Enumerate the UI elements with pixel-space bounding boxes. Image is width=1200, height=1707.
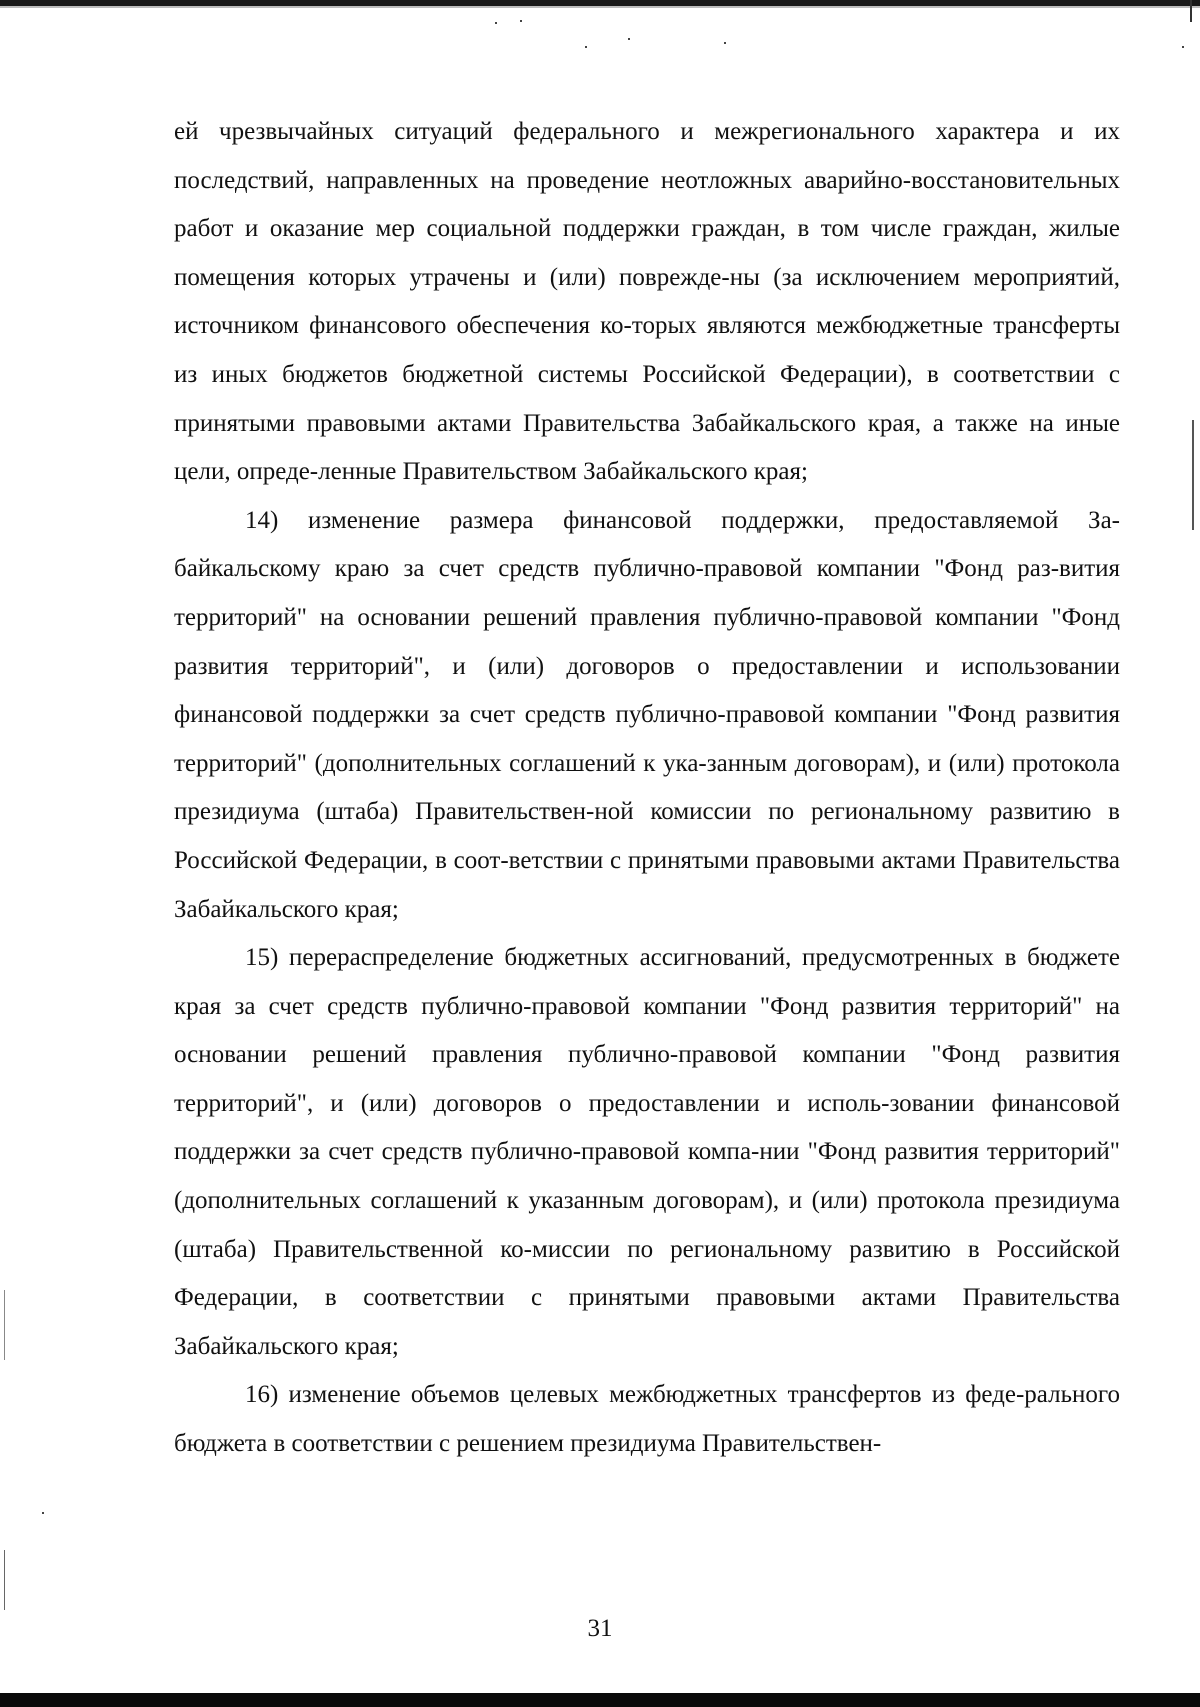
scan-speck	[1182, 46, 1184, 48]
paragraph-item-14: 14) изменение размера финансовой поддержки, предоставляемой За-байкальскому краю за счет средств публично-правовой компании "Фонд раз-вития территорий" на основании решений правления публично-правовой компании "Фонд развития территорий", и (или) договоров о предоставлении и использовании финансовой поддержки за счет средств публично-правовой компании "Фонд развития территорий" (дополнительных соглашений к ука-занным договорам), и (или) протокола президиума (штаба) Правительствен-ной комиссии по региональному развитию в Российской Федерации, в соот-ветствии с принятыми правовыми актами Правительства Забайкальского края;	[174, 506, 1120, 923]
scan-artifact-right	[1192, 420, 1194, 530]
scan-artifact-left-upper	[4, 1290, 5, 1360]
document-body	[174, 108, 1120, 1469]
scan-artifact-left-lower	[4, 1550, 5, 1610]
scan-speck	[724, 42, 726, 44]
paragraph-item-15: 15) перераспределение бюджетных ассигнований, предусмотренных в бюджете края за счет средств публично-правовой компании "Фонд развития территорий" на основании решений правления публично-правовой компании "Фонд развития территорий", и (или) договоров о предоставлении и исполь-зовании финансовой поддержки за счет средств публично-правовой компа-нии "Фонд развития территорий" (дополнительных соглашений к указанным договорам), и (или) протокола президиума (штаба) Правительственной ко-миссии по региональному развитию в Российской Федерации, в соответствии с принятыми правовыми актами Правительства Забайкальского края;	[174, 944, 1120, 1360]
page-number: 31	[587, 1615, 613, 1642]
scan-edge-top-shadow	[0, 6, 1200, 8]
scan-speck	[628, 38, 630, 40]
scan-speck	[520, 20, 522, 22]
scan-speck	[495, 22, 497, 24]
paragraph-continuation: ей чрезвычайных ситуаций федерального и межрегионального характера и их последствий, направленных на проведение неотложных аварийно-восстановительных работ и оказание мер социальной поддержки граждан, в том числе граждан, жилые помещения которых утрачены и (или) поврежде-ны (за исключением мероприятий, источником финансового обеспечения ко-торых являются межбюджетные трансферты из иных бюджетов бюджетной системы Российской Федерации), в соответствии с принятыми правовыми актами Правительства Забайкальского края, а также на иные цели, опреде-ленные Правительством Забайкальского края;	[174, 118, 1120, 486]
scan-speck	[42, 1512, 44, 1514]
scan-edge-bottom	[0, 1693, 1200, 1707]
paragraph-item-16: 16) изменение объемов целевых межбюджетных трансфертов из феде-рального бюджета в соответствии с решением президиума Правительствен-	[174, 1381, 1120, 1458]
scan-artifact-right-top	[1190, 0, 1192, 22]
scan-speck	[585, 46, 587, 48]
